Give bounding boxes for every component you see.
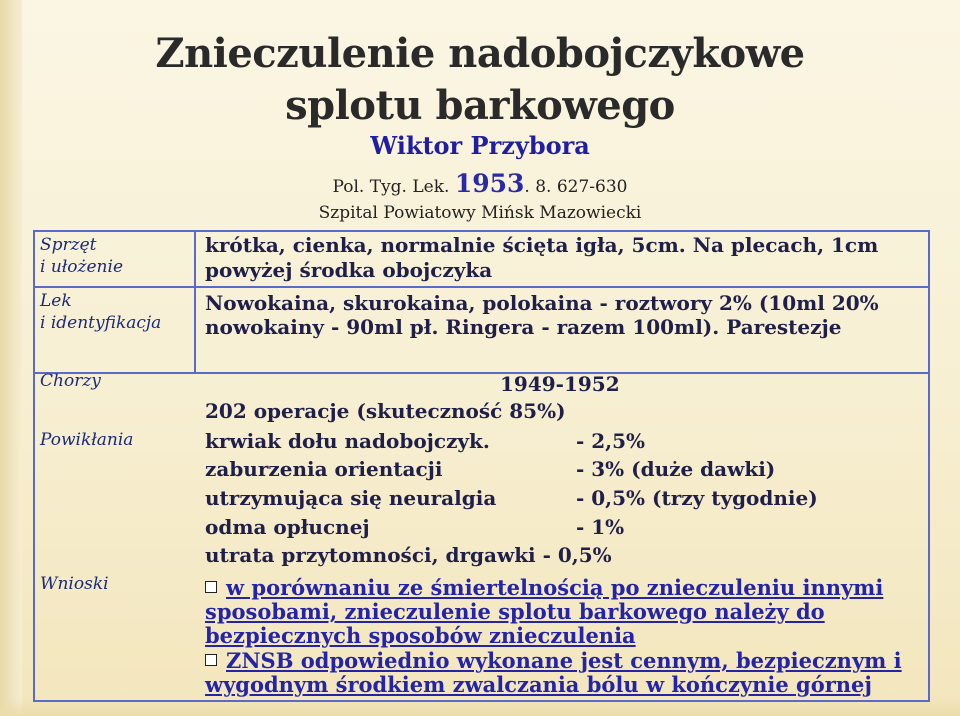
slide-title-line1: Znieczulenie nadobojczykowe — [155, 30, 805, 77]
citation-journal: Pol. Tyg. Lek. — [332, 177, 455, 197]
complication-name: zaburzenia orientacji — [205, 457, 443, 481]
column-divider — [194, 231, 196, 373]
conclusion-item — [205, 576, 925, 648]
hospital-name: Szpital Powiatowy Mińsk Mazowiecki — [318, 203, 642, 223]
complication-name: odma opłucnej — [205, 515, 370, 539]
citation-year: 1953 — [454, 169, 525, 198]
citation — [0, 171, 960, 200]
complication-name: krwiak dołu nadobojczyk. — [205, 429, 490, 453]
citation-pages: . 8. 627-630 — [524, 177, 628, 197]
label-lek-line2: i identyfikacja — [40, 313, 162, 333]
label-sprzet-line1: Sprzęt — [40, 235, 97, 255]
slide-title-line2: splotu barkowego — [285, 82, 675, 129]
label-sprzet-line2: i ułożenie — [40, 257, 123, 277]
label-powiklania: Powikłania — [40, 430, 134, 450]
sprzet-text: krótka, cienka, normalnie ścięta igła, 5cm. Na plecach, 1cm powyżej środka obojczyka — [205, 233, 879, 282]
conclusion-text: w porównaniu ze śmiertelnością po znieczuleniu innymi sposobami, znieczulenie splotu barkowego należy do bezpiecznych sposobów znieczulenia — [205, 575, 884, 648]
author-name: Wiktor Przybora — [370, 131, 590, 160]
checkbox-bullet-icon — [205, 654, 217, 666]
complication-value: - 3% (duże dawki) — [576, 457, 776, 481]
label-chorzy: Chorzy — [40, 371, 101, 391]
label-wnioski: Wnioski — [40, 574, 109, 594]
chorzy-years: 1949-1952 — [500, 372, 620, 396]
complication-value: - 0,5% (trzy tygodnie) — [576, 486, 818, 510]
complication-value: - 2,5% — [576, 429, 646, 453]
complication-name: utrata przytomności, drgawki - 0,5% — [205, 543, 612, 567]
complication-value: - 1% — [576, 515, 625, 539]
complication-name: utrzymująca się neuralgia — [205, 486, 497, 510]
label-lek-line1: Lek — [40, 291, 72, 311]
chorzy-text: 202 operacje (skuteczność 85%) — [205, 399, 566, 423]
conclusion-item — [205, 649, 925, 697]
row-divider-1 — [33, 286, 930, 288]
row-divider-2 — [33, 372, 930, 374]
checkbox-bullet-icon — [205, 581, 217, 593]
conclusion-text: ZNSB odpowiednio wykonane jest cennym, bezpiecznym i wygodnym środkiem zwalczania bólu w kończynie górnej — [205, 648, 902, 697]
lek-text: Nowokaina, skurokaina, polokaina - roztwory 2% (10ml 20% nowokainy - 90ml pł. Ringera - razem 100ml). Parestezje — [205, 291, 879, 339]
